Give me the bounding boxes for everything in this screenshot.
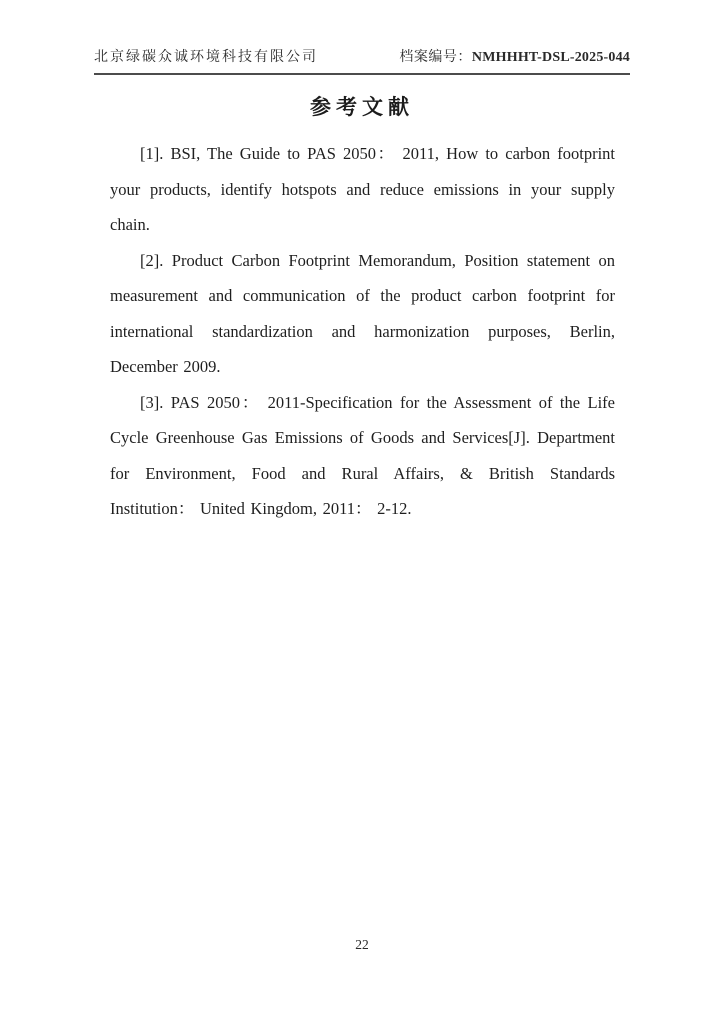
reference-item: [1]. BSI, The Guide to PAS 2050： 2011, How to carbon footprint your products, identify hotspots and reduce emissions in your supply chain. [110,144,615,234]
company-name: 北京绿碳众诚环境科技有限公司 [94,50,318,65]
doc-number-value: NMHHHT-DSL-2025-044 [471,50,630,65]
doc-number [399,50,630,66]
page-header [94,50,630,75]
reference-item: [2]. Product Carbon Footprint Memorandum, Position statement on measurement and communication of the product carbon footprint for international standardization and harmonization purposes, Berlin, December 2009. [110,250,615,376]
references-list [110,136,615,527]
reference-item: [3]. PAS 2050： 2011-Specification for the Assessment of the Life Cycle Greenhouse Gas Emissions of Goods and Services[J]. Department for Environment, Food and Rural Affairs, & British Standards Institution： United Kingdom, 2011： 2-12. [110,392,615,518]
doc-number-label: 档案编号： [399,50,472,65]
page-number: 22 [355,937,369,952]
page-title: 参考文献 [310,95,414,119]
